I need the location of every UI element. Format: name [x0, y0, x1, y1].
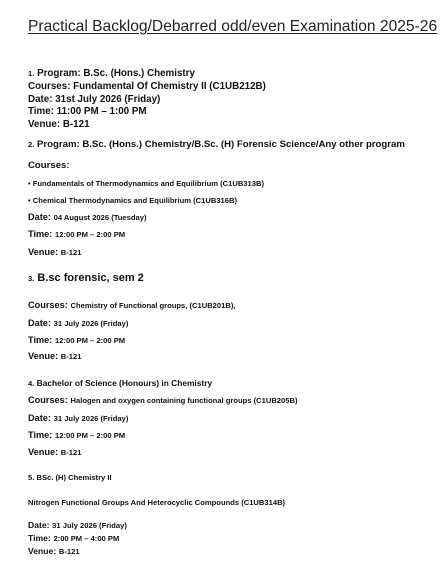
heading-text: B.sc forensic, sem 2: [37, 272, 144, 284]
courses-label: Courses:: [28, 300, 68, 310]
section-5-course: Nitrogen Functional Groups And Heterocyclic Compounds (C1UB314B): [28, 498, 286, 507]
date-value: 31 July 2026 (Friday): [52, 521, 127, 530]
section-number: 1.: [28, 69, 35, 78]
date-value: 31 July 2026 (Friday): [53, 414, 129, 423]
courses-value: Halogen and oxygen containing functional groups (C1UB205B): [70, 396, 298, 405]
courses-value: Chemistry of Functional groups, (C1UB201B),: [70, 301, 236, 310]
section-2-date: [28, 211, 147, 224]
venue-value: B-121: [60, 352, 82, 361]
section-3-time: [28, 334, 125, 347]
time-value: 12:00 PM – 2:00 PM: [55, 431, 126, 440]
date-label: Date:: [28, 318, 51, 328]
section-2-venue: [28, 246, 81, 259]
section-number: 2.: [28, 140, 35, 149]
section-1-date: Date: 31st July 2026 (Friday): [28, 94, 161, 105]
section-number: 4.: [28, 379, 35, 388]
section-3-courses: [28, 299, 235, 312]
section-3-heading: [28, 272, 144, 285]
venue-label: Venue:: [28, 351, 59, 361]
time-value: 2:00 PM – 4:00 PM: [53, 534, 120, 543]
venue-label: Venue:: [28, 447, 59, 457]
section-5-date: [28, 519, 127, 532]
time-label: Time:: [28, 533, 51, 543]
section-1-program: [28, 68, 195, 80]
section-1-courses: Courses: Fundamental Of Chemistry II (C1UB212B): [28, 81, 266, 92]
section-2-course-1: • Fundamentals of Thermodynamics and Equilibrium (C1UB313B): [28, 179, 264, 188]
section-3-venue: [28, 350, 81, 363]
venue-value: B-121: [60, 248, 82, 257]
section-4-date: [28, 412, 128, 425]
heading-text: Bachelor of Science (Honours) in Chemistry: [36, 378, 213, 388]
time-value: 12:00 PM – 2:00 PM: [55, 230, 126, 239]
section-3-date: [28, 317, 128, 330]
section-4-heading: [28, 377, 212, 390]
section-2-courses-label: Courses:: [28, 160, 70, 171]
time-label: Time:: [28, 229, 53, 239]
date-label: Date:: [28, 212, 51, 222]
venue-value: B-121: [60, 448, 82, 457]
section-2-program: [28, 139, 405, 151]
section-number: 3.: [28, 274, 35, 283]
courses-label: Courses:: [28, 395, 68, 405]
time-value: 12:00 PM – 2:00 PM: [55, 336, 126, 345]
section-5-time: [28, 532, 119, 545]
venue-label: Venue:: [28, 247, 59, 257]
date-label: Date:: [28, 520, 50, 530]
date-value: 31 July 2026 (Friday): [53, 319, 129, 328]
section-1-venue: Venue: B-121: [28, 119, 90, 130]
section-2-time: [28, 228, 125, 241]
section-4-venue: [28, 446, 81, 459]
time-label: Time:: [28, 430, 53, 440]
venue-value: B-121: [58, 547, 80, 556]
section-number: 5.: [28, 473, 35, 482]
section-1-time: Time: 11:00 PM – 1:00 PM: [28, 106, 147, 117]
venue-label: Venue:: [28, 546, 57, 556]
section-4-courses: [28, 394, 298, 407]
section-2-course-2: • Chemical Thermodynamics and Equilibrium (C1UB316B): [28, 196, 238, 205]
section-5-heading: [28, 473, 112, 483]
program-text: Program: B.Sc. (Hons.) Chemistry: [37, 68, 195, 79]
date-label: Date:: [28, 413, 51, 423]
section-4-time: [28, 429, 125, 442]
page-title: Practical Backlog/Debarred odd/even Examination 2025-26: [28, 18, 438, 35]
section-5-venue: [28, 545, 80, 558]
date-value: 04 August 2026 (Tuesday): [53, 213, 147, 222]
heading-text: BSc. (H) Chemistry II: [36, 473, 112, 482]
time-label: Time:: [28, 335, 53, 345]
program-text: Program: B.Sc. (Hons.) Chemistry/B.Sc. (H) Forensic Science/Any other program: [37, 139, 405, 150]
